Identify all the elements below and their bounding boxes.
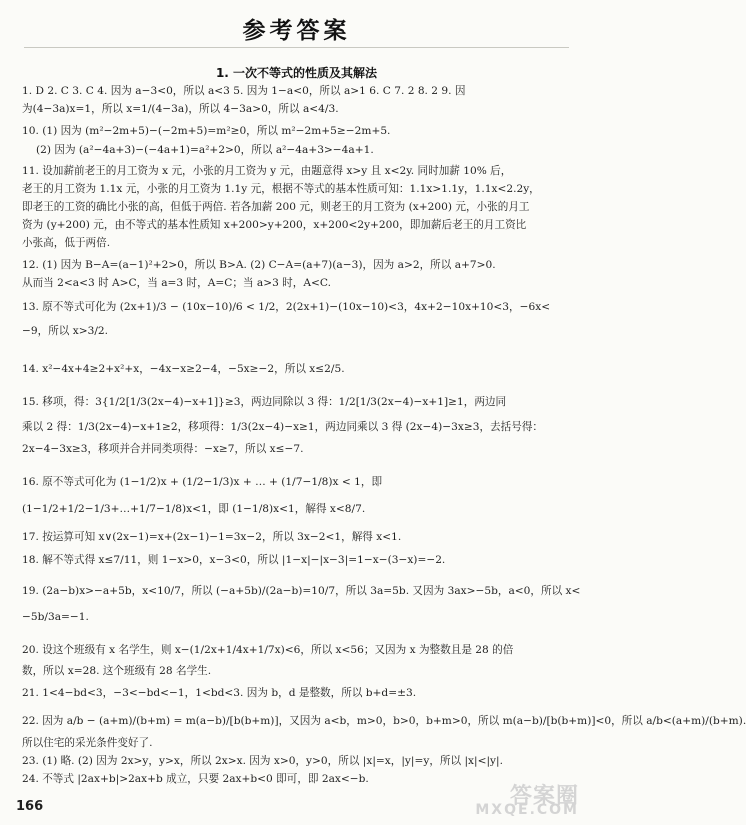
answer-line-25: 数，所以 x=28. 这个班级有 28 名学生.	[22, 665, 212, 677]
answer-line-21: 18. 解不等式得 x≤7/11，则 1−x>0，x−3<0，所以 |1−x|−|x−3|=1−x−(3−x)=−2.	[22, 554, 446, 566]
watermark-bottom-text: MXQE.COM	[475, 802, 579, 818]
answer-line-12: 13. 原不等式可化为 (2x+1)/3 − (10x−10)/6 < 1/2，2(2x+1)−(10x−10)<3，4x+2−10x+10<3，−6x<	[22, 301, 551, 313]
answer-line-15: 15. 移项，得：3{1/2[1/3(2x−4)−x+1]}≥3，两边同除以 3 得：1/2[1/3(2x−4)−x+1]≥1，两边同	[22, 396, 507, 408]
answer-line-10: 12. (1) 因为 B−A=(a−1)²+2>0，所以 B>A. (2) C−A=(a+7)(a−3)，因为 a>2，所以 a+7>0.	[22, 259, 496, 271]
answer-line-29: 23. (1) 略. (2) 因为 2x>y，y>x，所以 2x>x. 因为 x>0，y>0，所以 |x|=x，|y|=y，所以 |x|<|y|.	[22, 755, 503, 767]
answer-line-23: −5b/3a=−1.	[22, 611, 89, 623]
answer-line-18: 16. 原不等式可化为 (1−1/2)x + (1/2−1/3)x + … + (1/7−1/8)x < 1，即	[22, 476, 383, 488]
answer-line-13: −9，所以 x>3/2.	[22, 325, 109, 337]
answer-line-2: 为(4−3a)x=1，所以 x=1/(4−3a)，所以 4−3a>0，所以 a<4/3.	[22, 103, 339, 115]
watermark-top-text: 答案圈	[509, 784, 579, 809]
page-title: 参考答案	[242, 18, 351, 44]
answer-line-19: (1−1/2+1/2−1/3+…+1/7−1/8)x<1，即 (1−1/8)x<1，解得 x<8/7.	[22, 503, 366, 515]
answer-line-3: 10. (1) 因为 (m²−2m+5)−(−2m+5)=m²≥0，所以 m²−2m+5≥−2m+5.	[22, 125, 391, 137]
answer-line-7: 即老王的工资的确比小张的高，但低于两倍. 若各加薪 200 元，则老王的月工资为 (x+200) 元，小张的月工	[22, 201, 530, 213]
answer-line-5: 11. 设加薪前老王的月工资为 x 元，小张的月工资为 y 元，由题意得 x>y 且 x<2y. 同时加薪 10% 后，	[22, 165, 512, 177]
answer-line-30: 24. 不等式 |2ax+b|>2ax+b 成立，只要 2ax+b<0 即可，即 2ax<−b.	[22, 773, 369, 785]
answer-line-22: 19. (2a−b)x>−a+5b，x<10/7，所以 (−a+5b)/(2a−b)=10/7，所以 3a=5b. 又因为 3ax>−5b，a<0，所以 x<	[22, 585, 581, 597]
watermark-logo	[429, 779, 579, 819]
answer-line-4: (2) 因为 (a²−4a+3)−(−4a+1)=a²+2>0，所以 a²−4a+3>−4a+1.	[36, 144, 374, 156]
title-divider	[24, 47, 569, 48]
answer-line-20: 17. 按运算可知 x∨(2x−1)=x+(2x−1)−1=3x−2，所以 3x−2<1，解得 x<1.	[22, 531, 402, 543]
answer-line-17: 2x−4−3x≥3，移项并合并同类项得：−x≥7，所以 x≤−7.	[22, 443, 304, 455]
answer-line-28: 所以住宅的采光条件变好了.	[22, 737, 153, 749]
answer-line-6: 老王的月工资为 1.1x 元，小张的月工资为 1.1y 元，根据不等式的基本性质可知：1.1x>1.1y，1.1x<2.2y，	[22, 183, 540, 195]
answer-line-24: 20. 设这个班级有 x 名学生，则 x−(1/2x+1/4x+1/7x)<6，所以 x<56；又因为 x 为整数且是 28 的倍	[22, 644, 514, 656]
answer-line-16: 乘以 2 得：1/3(2x−4)−x+1≥2，移项得：1/3(2x−4)−x≥1，两边同乘以 3 得 (2x−4)−3x≥3，去括号得：	[22, 421, 544, 433]
answer-line-26: 21. 1<4−bd<3，−3<−bd<−1，1<bd<3. 因为 b，d 是整数，所以 b+d=±3.	[22, 687, 417, 699]
answer-line-8: 资为 (y+200) 元，由不等式的基本性质知 x+200>y+200，x+200<2y+200，即加薪后老王的月工资比	[22, 219, 527, 231]
section-title: 1. 一次不等式的性质及其解法	[215, 66, 378, 80]
page-number: 166	[16, 799, 44, 814]
answer-line-14: 14. x²−4x+4≥2+x²+x，−4x−x≥2−4，−5x≥−2，所以 x≤2/5.	[22, 363, 345, 375]
answer-line-11: 从而当 2<a<3 时 A>C，当 a=3 时，A=C；当 a>3 时，A<C.	[22, 277, 331, 289]
answer-line-9: 小张高，低于两倍.	[22, 237, 111, 249]
answer-line-1: 1. D 2. C 3. C 4. 因为 a−3<0，所以 a<3 5. 因为 1−a<0，所以 a>1 6. C 7. 2 8. 2 9. 因	[22, 85, 466, 97]
answer-line-27: 22. 因为 a/b − (a+m)/(b+m) = m(a−b)/[b(b+m)]，又因为 a<b，m>0，b>0，b+m>0，所以 m(a−b)/[b(b+m)]<0，所以 a/b<(a+m)/(b+m).	[22, 715, 746, 727]
